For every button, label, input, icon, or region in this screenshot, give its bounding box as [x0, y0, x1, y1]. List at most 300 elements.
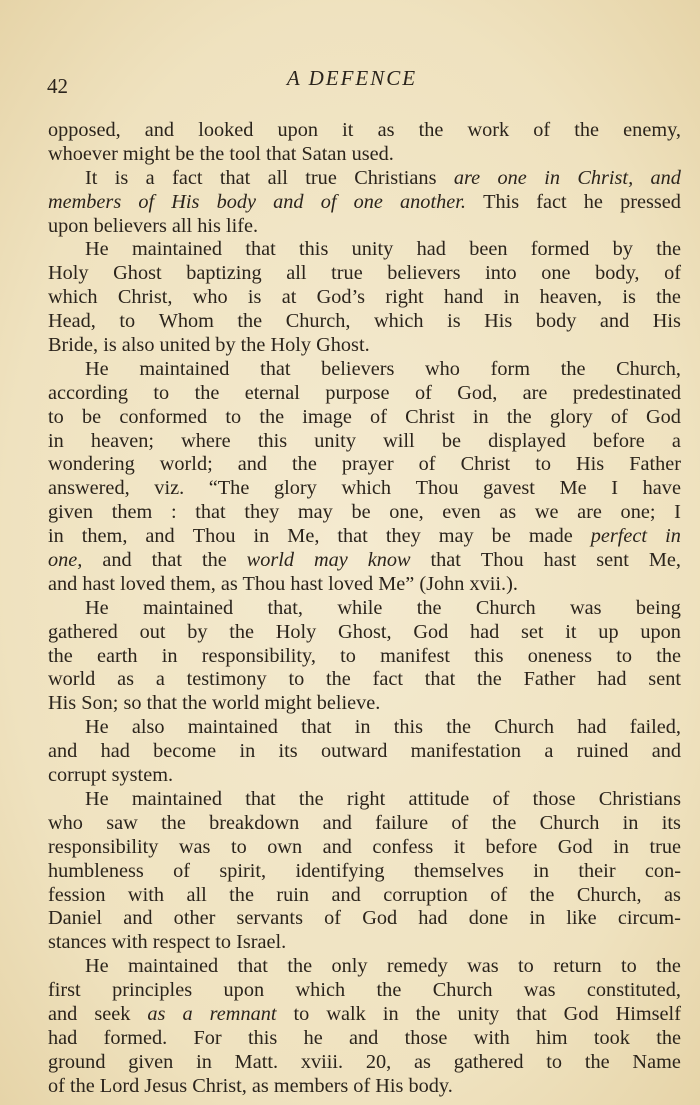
word: body [216, 190, 257, 213]
word: in [239, 740, 256, 763]
word: the [656, 955, 681, 978]
text-segment: of the Lord Jesus Christ, as members of His body. [48, 1074, 453, 1097]
word: to [230, 835, 247, 858]
word: of [533, 119, 551, 141]
word: to [153, 381, 170, 404]
word: unity [351, 238, 394, 261]
text-line [48, 764, 681, 788]
word: as [499, 501, 517, 524]
word: fact [372, 668, 403, 691]
word: sent [596, 549, 629, 572]
text-line [48, 884, 681, 908]
word: as [377, 119, 395, 141]
word: maintained [131, 238, 223, 261]
word: a [145, 166, 155, 189]
word: are [577, 501, 602, 524]
word: and [651, 740, 681, 763]
word: form [490, 357, 531, 380]
word: world; [159, 453, 213, 476]
word: xviii. [300, 1050, 344, 1073]
text-line [48, 358, 681, 382]
word: Church [475, 596, 536, 619]
word: outward [320, 740, 388, 763]
paragraph [48, 788, 681, 955]
word: in [48, 525, 64, 548]
word: one, [48, 549, 83, 572]
word: fact [172, 166, 203, 189]
word: of [492, 787, 510, 810]
word: set [521, 620, 544, 643]
page-body-text [48, 119, 681, 1099]
word: Name [632, 1050, 681, 1073]
word: that [151, 549, 182, 572]
word: in [665, 525, 681, 548]
paragraph [48, 167, 681, 239]
word: upon [223, 979, 265, 1002]
word: that [219, 166, 251, 189]
word: image [302, 405, 352, 428]
word: will [383, 429, 415, 452]
word: Himself [615, 1002, 681, 1025]
word: to [119, 310, 136, 333]
word: the [491, 811, 517, 834]
word: heaven, [539, 286, 603, 309]
word: which [374, 310, 424, 333]
word: he [583, 190, 603, 213]
word: the [656, 286, 681, 309]
word: up [598, 620, 619, 643]
word: fession [48, 883, 106, 906]
word: true [331, 262, 363, 285]
word: the [326, 668, 351, 691]
word: Father [523, 668, 576, 691]
word: in [354, 716, 371, 739]
word: right [346, 787, 386, 810]
word: Ghost [113, 262, 162, 285]
word: ground [48, 1050, 106, 1073]
text-segment: whoever might be the tool that Satan used. [48, 142, 394, 165]
word: with [473, 1026, 510, 1049]
word: is [447, 310, 461, 333]
word: body [535, 310, 577, 333]
text-line [48, 477, 681, 501]
word: who [425, 357, 460, 380]
text-segment: stances with respect to Israel. [48, 931, 287, 954]
word: given [128, 1050, 174, 1073]
word: took [593, 1026, 630, 1049]
text-line [48, 286, 681, 310]
word: Me, [648, 549, 681, 572]
text-line [48, 191, 681, 215]
word: are [522, 381, 548, 404]
paragraph [48, 597, 681, 716]
text-line [48, 645, 681, 669]
word: and [599, 310, 630, 333]
word: His [575, 453, 605, 476]
text-line [48, 406, 681, 430]
word: earth [97, 644, 138, 667]
word: they [244, 501, 280, 524]
word: by [612, 238, 633, 261]
word: Church [539, 811, 600, 834]
word: according [48, 381, 128, 404]
text-line [48, 788, 681, 812]
word: and [144, 119, 175, 141]
word: Thou [415, 477, 459, 500]
word: to [48, 405, 64, 428]
word: in [503, 286, 520, 309]
word: and [48, 740, 78, 763]
word: responsibility [48, 835, 159, 858]
word: Christ [405, 405, 455, 428]
word: a [182, 1002, 193, 1025]
word: the [656, 644, 681, 667]
word: it [565, 620, 577, 643]
word: ruin [276, 883, 310, 906]
word: the [194, 381, 220, 404]
word: as [147, 1002, 166, 1025]
word: was [569, 596, 602, 619]
word: one [497, 166, 527, 189]
word: ruined [576, 740, 629, 763]
word: that [237, 955, 268, 978]
word: at [281, 286, 297, 309]
word: circum- [617, 907, 681, 930]
text-line [48, 1027, 681, 1051]
word: the [477, 668, 502, 691]
word: the [229, 620, 255, 643]
word: perfect [590, 525, 648, 548]
word: Thou [192, 525, 236, 548]
word: had [469, 620, 500, 643]
word: was [523, 979, 556, 1002]
word: maintained [128, 955, 219, 978]
word: to [616, 644, 632, 667]
word: them [111, 501, 153, 524]
word: to [340, 644, 356, 667]
word: heaven; [90, 429, 154, 452]
word: viz. [154, 477, 185, 500]
word: been [469, 238, 508, 261]
word: the [418, 119, 444, 141]
word: maintained [143, 596, 234, 619]
word: them, [81, 525, 128, 548]
text-line [48, 238, 681, 262]
word: that [301, 716, 332, 739]
word: had [100, 740, 130, 763]
word: He [85, 787, 109, 810]
word: this [247, 1026, 278, 1049]
word: as [664, 883, 681, 906]
word: spirit, [219, 859, 267, 882]
text-line [48, 382, 681, 406]
word: is [114, 166, 129, 189]
text-line [48, 143, 681, 167]
word: confess [372, 835, 434, 858]
word: the [292, 453, 317, 476]
text-line [48, 860, 681, 884]
word: in [472, 405, 489, 428]
word: the [656, 1026, 681, 1049]
paragraph [48, 358, 681, 597]
word: this [257, 429, 288, 452]
word: oneness [527, 644, 592, 667]
word: in [544, 166, 560, 189]
word: that [245, 238, 276, 261]
word: also [131, 716, 165, 739]
word: and [273, 190, 304, 213]
word: to [225, 405, 242, 428]
word: remnant [209, 1002, 277, 1025]
text-segment: corrupt system. [48, 764, 174, 787]
word: had [577, 716, 607, 739]
word: prayer [341, 453, 394, 476]
word: one [353, 190, 383, 213]
word: be [81, 405, 102, 428]
word: God [362, 907, 398, 930]
word: they [385, 525, 421, 548]
word: 20, [365, 1050, 392, 1073]
word: and [322, 811, 352, 834]
text-line [48, 812, 681, 836]
word: identifying [295, 859, 385, 882]
word: the [237, 310, 263, 333]
word: with [127, 883, 164, 906]
word: Daniel [48, 907, 103, 930]
word: body, [595, 262, 640, 285]
word: the [446, 716, 472, 739]
word: that [245, 787, 276, 810]
word: be [441, 429, 461, 452]
word: are [453, 166, 481, 189]
word: which [295, 979, 346, 1002]
word: con- [644, 859, 681, 882]
word: eternal [244, 381, 300, 404]
word: that [424, 668, 456, 691]
word: that [430, 549, 461, 572]
word: servants [236, 907, 303, 930]
word: of [320, 190, 337, 213]
word: of [451, 811, 469, 834]
word: gathered [453, 1050, 524, 1073]
word: into [485, 262, 517, 285]
word: is [622, 286, 636, 309]
word: like [566, 907, 597, 930]
page-number: 42 [47, 74, 68, 98]
word: it [453, 835, 465, 858]
word: in [48, 429, 64, 452]
word: that [260, 357, 291, 380]
text-line [48, 501, 681, 525]
word: while [337, 596, 383, 619]
word: before [485, 835, 538, 858]
word: of [418, 453, 436, 476]
word: in [533, 859, 550, 882]
word: believers [321, 357, 395, 380]
word: true [305, 166, 337, 189]
word: answered, [48, 477, 130, 500]
word: Ghost, [338, 620, 392, 643]
text-line [48, 430, 681, 454]
word: predestinated [572, 381, 681, 404]
word: all [186, 883, 207, 906]
word: him [536, 1026, 568, 1049]
word: have [642, 477, 681, 500]
word: before [592, 429, 645, 452]
word: formed [530, 238, 590, 261]
word: testimony [186, 668, 267, 691]
word: the [298, 787, 324, 810]
word: Holy [275, 620, 317, 643]
word: being [635, 596, 681, 619]
word: one, [389, 501, 424, 524]
word: glory [273, 477, 317, 500]
text-line [48, 597, 681, 621]
word: he [303, 1026, 323, 1049]
text-segment: Bride, is also united by the Holy Ghost. [48, 334, 370, 357]
word: God [413, 620, 449, 643]
word: in [382, 1002, 399, 1025]
word: the [201, 549, 227, 572]
word: the [287, 955, 313, 978]
text-line [48, 668, 681, 692]
word: He [85, 596, 109, 619]
word: purpose [325, 381, 390, 404]
word: and [322, 835, 352, 858]
word: in [161, 644, 178, 667]
word: gavest [483, 477, 535, 500]
word: of [610, 405, 628, 428]
word: principles [112, 979, 193, 1002]
text-line [48, 621, 681, 645]
word: that [195, 501, 226, 524]
word: This [483, 190, 520, 213]
word: the [574, 119, 600, 141]
word: and [123, 907, 153, 930]
word: to [546, 1050, 563, 1073]
word: of [324, 907, 342, 930]
paragraph [48, 238, 681, 357]
word: Head, [48, 310, 96, 333]
word: world [246, 549, 295, 572]
word: Church [494, 716, 554, 739]
text-segment: and hast loved them, as Thou hast loved Me” (John xvii.). [48, 572, 518, 595]
word: had [418, 907, 448, 930]
word: had [416, 238, 446, 261]
word: hast [543, 549, 577, 572]
word: unity [314, 429, 356, 452]
text-line [48, 716, 681, 740]
word: manifestation [410, 740, 522, 763]
word: of [490, 883, 508, 906]
word: God [557, 835, 593, 858]
word: another. [400, 190, 466, 213]
word: work [467, 119, 510, 141]
word: and [48, 1002, 78, 1025]
word: members [48, 190, 122, 213]
word: He [85, 716, 109, 739]
word: God, [457, 381, 498, 404]
word: God [645, 405, 681, 428]
word: wondering [48, 453, 135, 476]
word: looked [198, 119, 254, 141]
word: know [367, 549, 411, 572]
word: in [622, 811, 639, 834]
word: those [404, 1026, 448, 1049]
word: in [253, 525, 270, 548]
word: Christ [460, 453, 511, 476]
text-line [48, 453, 681, 477]
word: displayed [488, 429, 566, 452]
word: where [181, 429, 231, 452]
word: only [331, 955, 368, 978]
word: He [85, 238, 109, 261]
word: other [173, 907, 216, 930]
text-line [48, 955, 681, 979]
word: maintained [187, 716, 278, 739]
word: fact [536, 190, 567, 213]
word: Christ, [577, 166, 634, 189]
word: failure [375, 811, 429, 834]
word: in [613, 835, 629, 858]
word: a [671, 429, 681, 452]
word: corruption [383, 883, 468, 906]
word: be [491, 525, 511, 548]
word: I [674, 501, 681, 524]
word: this [393, 716, 424, 739]
word: of [414, 381, 432, 404]
text-line [48, 119, 681, 143]
word: the [529, 883, 555, 906]
word: and [331, 883, 361, 906]
word: done [468, 907, 509, 930]
word: the [656, 238, 681, 261]
word: His [652, 310, 681, 333]
word: may [438, 525, 474, 548]
word: responsibility, [201, 644, 316, 667]
text-line [48, 573, 681, 597]
word: this [474, 644, 504, 667]
word: the [259, 405, 285, 428]
word: this [299, 238, 329, 261]
text-line [48, 1075, 681, 1099]
word: return [553, 955, 602, 978]
paragraph [48, 119, 681, 167]
word: failed, [629, 716, 681, 739]
word: attitude [408, 787, 470, 810]
text-line [48, 262, 681, 286]
word: the [376, 979, 402, 1002]
word: the [415, 1002, 441, 1025]
word: as [117, 668, 135, 691]
word: Father [629, 453, 681, 476]
word: remedy [386, 955, 448, 978]
word: all [267, 166, 288, 189]
text-line [48, 979, 681, 1003]
word: become [153, 740, 217, 763]
word: Church, [285, 310, 351, 333]
word: maintained [139, 357, 230, 380]
word: even [442, 501, 481, 524]
word: that, [267, 596, 303, 619]
word: conformed [119, 405, 208, 428]
word: be [351, 501, 371, 524]
word: upon [640, 620, 681, 643]
word: Church, [576, 883, 642, 906]
word: that [516, 1002, 547, 1025]
word: manifest [380, 644, 450, 667]
word: to [535, 453, 551, 476]
